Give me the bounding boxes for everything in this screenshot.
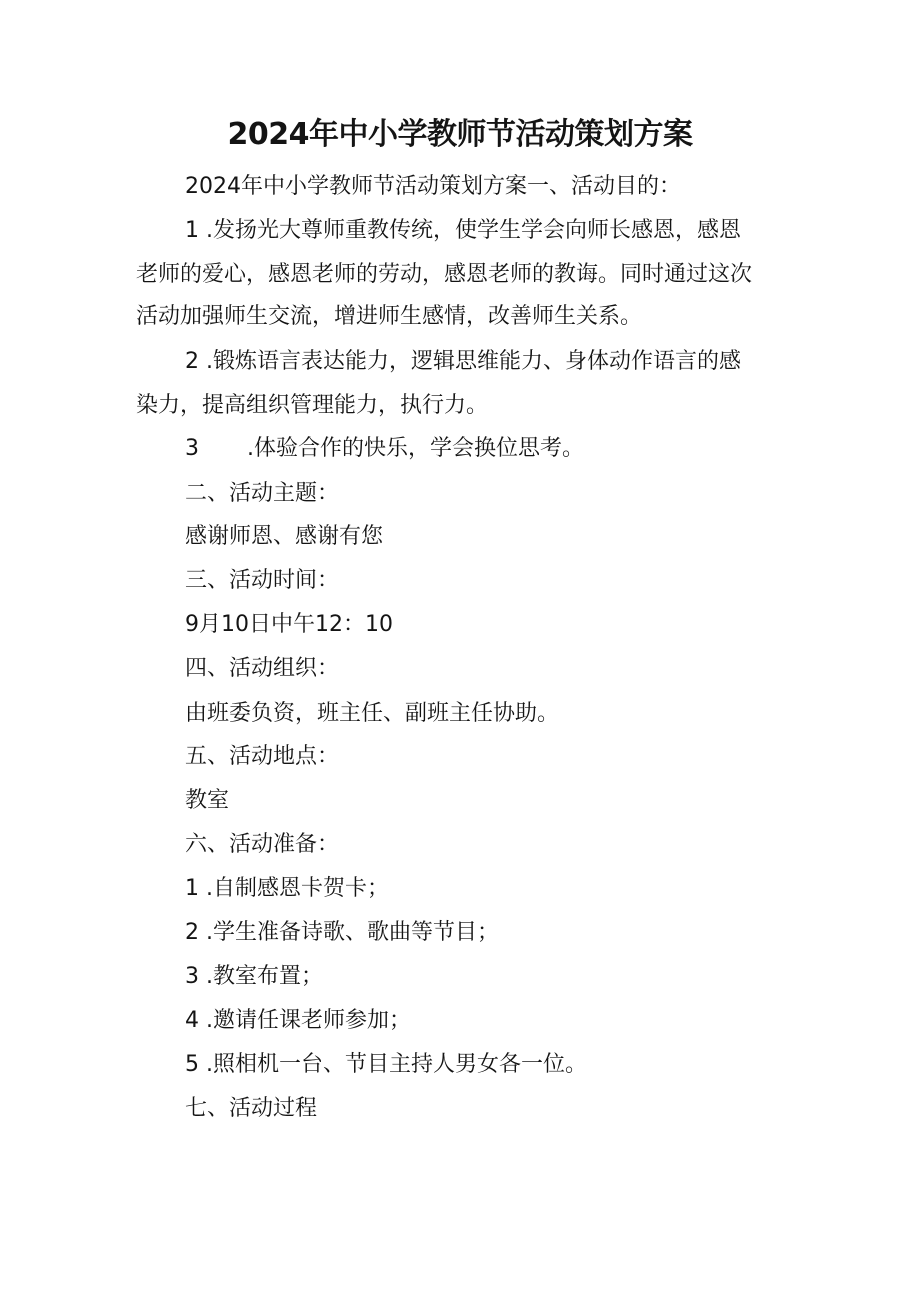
goal-3-text: .体验合作的快乐，学会换位思考。 [247, 436, 584, 461]
section-4-heading: 四、活动组织： [185, 656, 340, 681]
prep-item-1: 1 .自制感恩卡贺卡； [185, 876, 389, 901]
prep-item-2: 2 .学生准备诗歌、歌曲等节目； [185, 920, 499, 945]
organization-text: 由班委负资，班主任、副班主任协助。 [185, 701, 560, 726]
theme-text: 感谢师恩、感谢有您 [185, 524, 384, 549]
goal-1-line-3: 活动加强师生交流，增进师生感情，改善师生关系。 [136, 304, 643, 329]
goal-1-line-2: 老师的爱心，感恩老师的劳动，感恩老师的教诲。同时通过这次 [136, 262, 753, 287]
prep-item-3: 3 .教室布置； [185, 964, 323, 989]
place-text: 教室 [185, 788, 230, 813]
intro-line: 2024年中小学教师节活动策划方案一、活动目的： [185, 174, 681, 199]
goal-2-line-1: 2 .锻炼语言表达能力，逻辑思维能力、身体动作语言的感 [185, 349, 741, 374]
section-5-heading: 五、活动地点： [185, 744, 340, 769]
section-3-heading: 三、活动时间： [185, 568, 340, 593]
goal-3-number: 3 [185, 436, 199, 461]
section-2-heading: 二、活动主题： [185, 481, 340, 506]
prep-item-5: 5 .照相机一台、节目主持人男女各一位。 [185, 1052, 587, 1077]
section-6-heading: 六、活动准备： [185, 832, 340, 857]
document-title: 2024年中小学教师节活动策划方案 [227, 117, 693, 152]
goal-1-line-1: 1 .发扬光大尊师重教传统，使学生学会向师长感恩，感恩 [185, 218, 741, 243]
time-text: 9月10日中午12：10 [185, 612, 393, 637]
goal-2-line-2: 染力，提高组织管理能力，执行力。 [136, 393, 489, 418]
prep-item-4: 4 .邀请任课老师参加； [185, 1008, 411, 1033]
section-7-heading: 七、活动过程 [185, 1096, 318, 1121]
goal-3-line [185, 434, 584, 464]
